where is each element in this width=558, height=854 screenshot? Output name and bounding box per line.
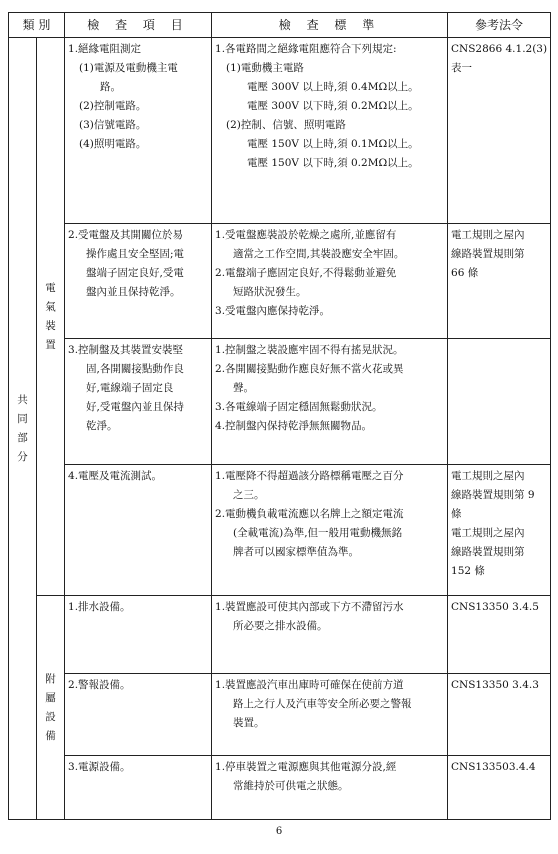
table-row bbox=[9, 596, 551, 674]
table-row bbox=[9, 756, 551, 820]
table-row bbox=[9, 465, 551, 596]
reference-cell: 電工規則之屋內 線路裝置規則第 9 條 電工規則之屋內 線路裝置規則第 152 條 bbox=[448, 465, 551, 596]
item-cell: 1.絕緣電阻測定 (1)電源及電動機主電 路。 (2)控制電路。 (3)信號電路。 (4)照明電路。 bbox=[65, 38, 212, 224]
reference-cell bbox=[448, 339, 551, 465]
standard-cell: 1.控制盤之裝設應牢固不得有搖晃狀況。 2.各開關接點動作應良好無不當火花或異 聲。 3.各電線端子固定穩固無鬆動狀況。 4.控制盤內保持乾淨無無關物品。 bbox=[212, 339, 448, 465]
reference-cell: CNS133503.4.4 bbox=[448, 756, 551, 820]
table-row bbox=[9, 339, 551, 465]
group-ancillary: 附屬設備 bbox=[37, 596, 65, 820]
standard-cell: 1.電壓降不得超過該分路標稱電壓之百分 之三。 2.電動機負載電流應以名牌上之額定電流 (全載電流)為準,但一般用電動機無銘 牌者可以國家標準值為準。 bbox=[212, 465, 448, 596]
reference-cell: CNS13350 3.4.5 bbox=[448, 596, 551, 674]
standard-cell: 1.停車裝置之電源應與其他電源分設,經 常維持於可供電之狀態。 bbox=[212, 756, 448, 820]
group-common: 共同部分 bbox=[9, 38, 37, 820]
item-cell: 4.電壓及電流測試。 bbox=[65, 465, 212, 596]
item-cell: 1.排水設備。 bbox=[65, 596, 212, 674]
standard-cell: 1.受電盤應裝設於乾燥之處所,並應留有 適當之工作空間,其裝設應安全牢固。 2.電盤端子應固定良好,不得鬆動並避免 短路狀況發生。 3.受電盤內應保持乾淨。 bbox=[212, 224, 448, 339]
header-item: 檢 查 項 目 bbox=[65, 13, 212, 38]
header-reference: 參考法令 bbox=[448, 13, 551, 38]
table-row bbox=[9, 38, 551, 224]
group-electrical: 電氣裝置 bbox=[37, 38, 65, 596]
header-standard: 檢 查 標 準 bbox=[212, 13, 448, 38]
table-row bbox=[9, 224, 551, 339]
item-cell: 3.電源設備。 bbox=[65, 756, 212, 820]
reference-cell: CNS2866 4.1.2(3) 表一 bbox=[448, 38, 551, 224]
table-header-row bbox=[9, 13, 551, 38]
standard-cell: 1.各電路間之絕緣電阻應符合下列規定: (1)電動機主電路 電壓 300V 以上時,須 0.4MΩ以上。 電壓 300V 以下時,須 0.2MΩ以上。 (2)控制、信號、照明電路 電壓 150V 以上時,須 0.1MΩ以上。 電壓 150V 以下時,須 0.2MΩ以上。 bbox=[212, 38, 448, 224]
page-number: 6 bbox=[275, 826, 283, 837]
header-category: 類 別 bbox=[9, 13, 65, 38]
item-cell: 2.警報設備。 bbox=[65, 674, 212, 756]
item-cell: 3.控制盤及其裝置安裝堅 固,各開關接點動作良 好,電線端子固定良 好,受電盤內並且保持 乾淨。 bbox=[65, 339, 212, 465]
item-cell: 2.受電盤及其開關位於易 操作處且安全堅固;電 盤端子固定良好,受電 盤內並且保持乾淨。 bbox=[65, 224, 212, 339]
inspection-table bbox=[8, 12, 551, 820]
table-row bbox=[9, 674, 551, 756]
reference-cell: CNS13350 3.4.3 bbox=[448, 674, 551, 756]
reference-cell: 電工規則之屋內 線路裝置規則第 66 條 bbox=[448, 224, 551, 339]
standard-cell: 1.裝置應設汽車出庫時可確保在使前方道 路上之行人及汽車等安全所必要之警報 裝置。 bbox=[212, 674, 448, 756]
standard-cell: 1.裝置應設可使其內部或下方不滯留污水 所必要之排水設備。 bbox=[212, 596, 448, 674]
